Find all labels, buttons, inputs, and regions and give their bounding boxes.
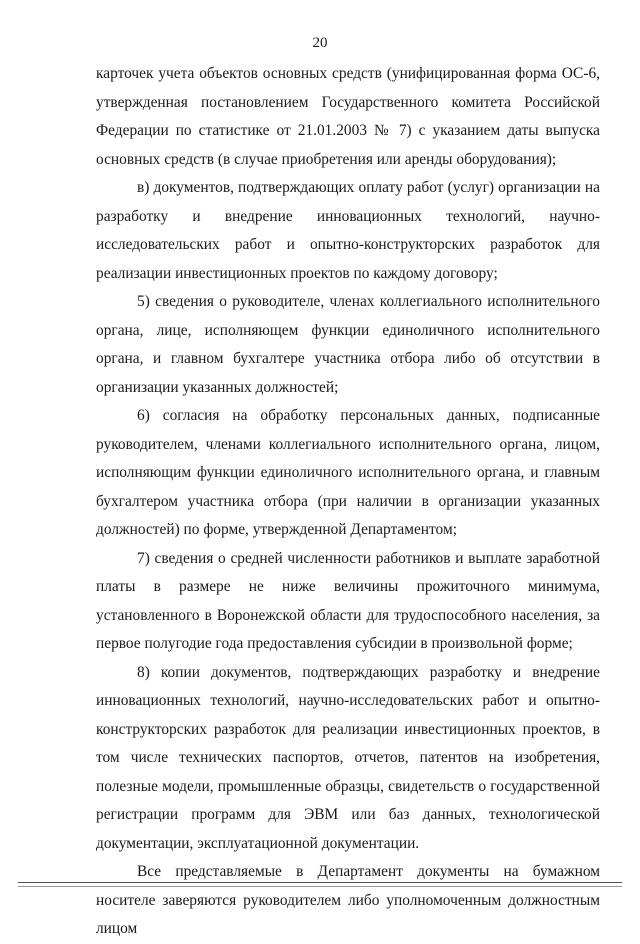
paragraph-item-7: 7) сведения о средней численности работников и выплате заработной платы в размере не ниже величины прожиточного минимума, установленного в Воронежской области для трудоспособного населения, за первое полугодие года предоставления субсидии в произвольной форме; [96,549,600,652]
paragraph-item-v: в) документов, подтверждающих оплату работ (услуг) организации на разработку и внедрение инновационных технологий, научно-исследовательских работ и опытно-конструкторских разработок для реализации инвестиционных проектов по каждому договору; [96,179,600,282]
page-number: 20 [312,35,328,51]
paragraph-certification: Все представляемые в Департамент документы на бумажном носителе заверяются руководителем либо уполномоченным должностным лицом [96,863,600,937]
document-body [96,60,600,944]
footer-divider-secondary [18,886,622,887]
paragraph-item-5: 5) сведения о руководителе, членах коллегиального исполнительного органа, лице, исполняющем функции единоличного исполнительного органа, и главном бухгалтере участника отбора либо об отсутствии в организации указанных должностей; [96,293,600,396]
footer-divider [18,882,622,883]
paragraph-continuation: карточек учета объектов основных средств (унифицированная форма ОС-6, утвержденная постановлением Государственного комитета Российской Федерации по статистике от 21.01.2003 № 7) с указанием даты выпуска основных средств (в случае приобретения или аренды оборудования); [96,65,600,168]
paragraph-item-6: 6) согласия на обработку персональных данных, подписанные руководителем, членами коллегиального исполнительного органа, лицом, исполняющим функции единоличного исполнительного органа, и главным бухгалтером участника отбора (при наличии в организации указанных должностей) по форме, утвержденной Департаментом; [96,407,600,538]
paragraph-item-8: 8) копии документов, подтверждающих разработку и внедрение инновационных технологий, научно-исследовательских работ и опытно-конструкторских разработок для реализации инвестиционных проектов, в том числе технических паспортов, отчетов, патентов на изобретения, полезные модели, промышленные образцы, свидетельств о государственной регистрации программ для ЭВМ или баз данных, технологической документации, эксплуатационной документации. [96,663,600,852]
